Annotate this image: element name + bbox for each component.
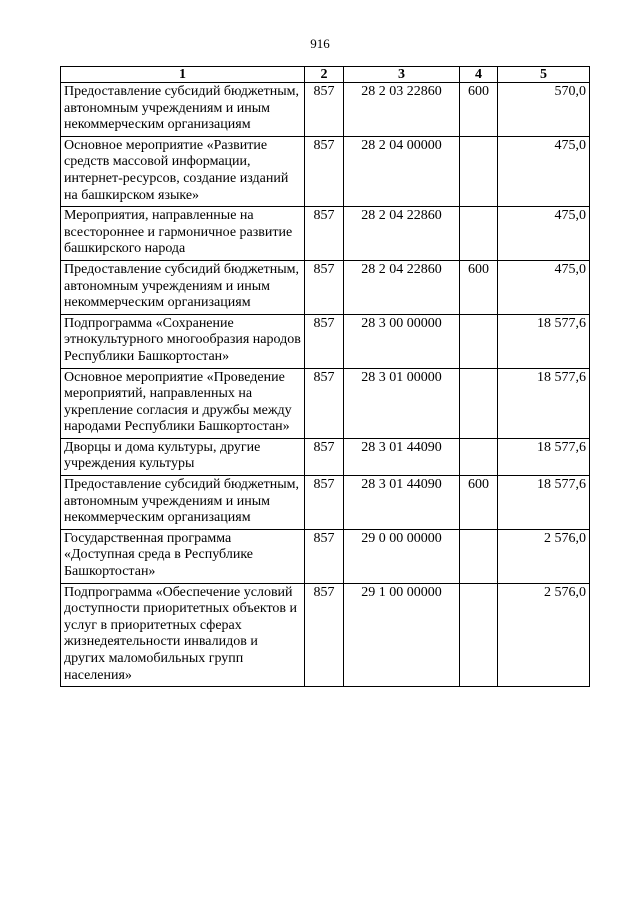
row-target-code: 28 3 01 44090 xyxy=(344,438,460,475)
table-row xyxy=(61,438,590,475)
column-header-type: 4 xyxy=(460,67,498,83)
row-admin-code: 857 xyxy=(305,260,344,314)
column-header-amount: 5 xyxy=(498,67,590,83)
row-name: Мероприятия, направленные на всестороннее и гармоничное развитие башкирского народа xyxy=(61,207,305,261)
table-row xyxy=(61,136,590,206)
column-header-code: 3 xyxy=(344,67,460,83)
row-target-code: 29 0 00 00000 xyxy=(344,529,460,583)
column-header-admin: 2 xyxy=(305,67,344,83)
row-expense-type xyxy=(460,583,498,687)
table-row xyxy=(61,83,590,137)
row-amount: 18 577,6 xyxy=(498,438,590,475)
table-row xyxy=(61,314,590,368)
table-header-row xyxy=(61,67,590,83)
table-row xyxy=(61,583,590,687)
row-admin-code: 857 xyxy=(305,438,344,475)
row-expense-type xyxy=(460,314,498,368)
row-admin-code: 857 xyxy=(305,476,344,530)
table-row xyxy=(61,368,590,438)
row-name: Предоставление субсидий бюджетным, автономным учреждениям и иным некоммерческим организациям xyxy=(61,476,305,530)
row-admin-code: 857 xyxy=(305,529,344,583)
row-amount: 475,0 xyxy=(498,260,590,314)
row-expense-type xyxy=(460,438,498,475)
row-expense-type: 600 xyxy=(460,260,498,314)
row-expense-type xyxy=(460,136,498,206)
row-expense-type xyxy=(460,207,498,261)
row-name: Основное мероприятие «Проведение мероприятий, направленных на укрепление согласия и дружбы между народами Республики Башкортостан» xyxy=(61,368,305,438)
row-amount: 570,0 xyxy=(498,83,590,137)
table-row xyxy=(61,476,590,530)
row-name: Подпрограмма «Обеспечение условий доступности приоритетных объектов и услуг в приоритетных сферах жизнедеятельности инвалидов и других маломобильных групп населения» xyxy=(61,583,305,687)
row-target-code: 29 1 00 00000 xyxy=(344,583,460,687)
row-target-code: 28 3 01 44090 xyxy=(344,476,460,530)
row-admin-code: 857 xyxy=(305,136,344,206)
row-expense-type: 600 xyxy=(460,476,498,530)
row-target-code: 28 2 03 22860 xyxy=(344,83,460,137)
row-admin-code: 857 xyxy=(305,314,344,368)
row-amount: 475,0 xyxy=(498,136,590,206)
row-name: Государственная программа «Доступная среда в Республике Башкортостан» xyxy=(61,529,305,583)
row-expense-type xyxy=(460,368,498,438)
row-amount: 475,0 xyxy=(498,207,590,261)
table-row xyxy=(61,260,590,314)
row-name: Предоставление субсидий бюджетным, автономным учреждениям и иным некоммерческим организациям xyxy=(61,260,305,314)
row-amount: 18 577,6 xyxy=(498,368,590,438)
row-admin-code: 857 xyxy=(305,583,344,687)
page-number: 916 xyxy=(310,36,330,51)
budget-table xyxy=(60,66,590,687)
row-name: Предоставление субсидий бюджетным, автономным учреждениям и иным некоммерческим организациям xyxy=(61,83,305,137)
row-amount: 2 576,0 xyxy=(498,529,590,583)
row-target-code: 28 2 04 00000 xyxy=(344,136,460,206)
row-expense-type: 600 xyxy=(460,83,498,137)
row-admin-code: 857 xyxy=(305,368,344,438)
row-admin-code: 857 xyxy=(305,83,344,137)
row-target-code: 28 3 01 00000 xyxy=(344,368,460,438)
row-name: Основное мероприятие «Развитие средств массовой информации, интернет-ресурсов, создание изданий на башкирском языке» xyxy=(61,136,305,206)
row-amount: 2 576,0 xyxy=(498,583,590,687)
row-amount: 18 577,6 xyxy=(498,476,590,530)
row-expense-type xyxy=(460,529,498,583)
row-target-code: 28 2 04 22860 xyxy=(344,207,460,261)
column-header-name: 1 xyxy=(61,67,305,83)
row-name: Дворцы и дома культуры, другие учреждения культуры xyxy=(61,438,305,475)
row-target-code: 28 3 00 00000 xyxy=(344,314,460,368)
row-admin-code: 857 xyxy=(305,207,344,261)
row-target-code: 28 2 04 22860 xyxy=(344,260,460,314)
row-name: Подпрограмма «Сохранение этнокультурного многообразия народов Республики Башкортостан» xyxy=(61,314,305,368)
row-amount: 18 577,6 xyxy=(498,314,590,368)
table-row xyxy=(61,207,590,261)
table-row xyxy=(61,529,590,583)
